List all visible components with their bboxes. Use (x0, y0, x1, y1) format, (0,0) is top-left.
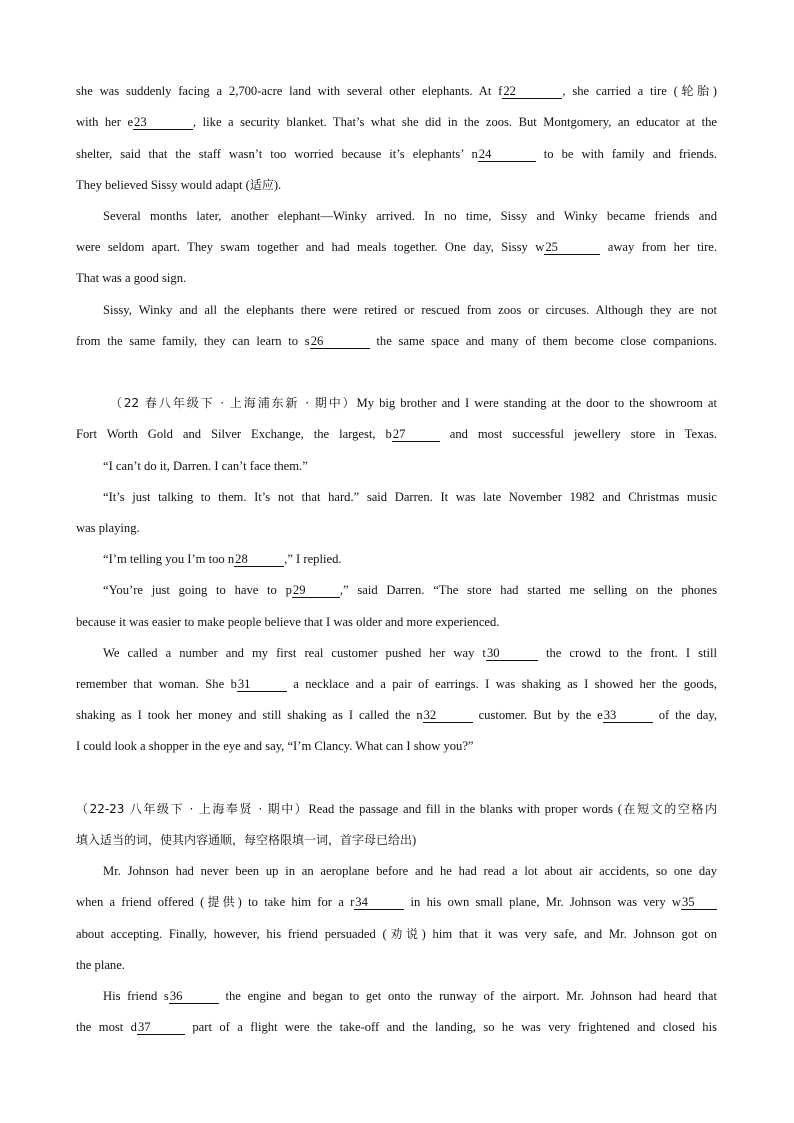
text-line: from the same family, they can learn to s26 the same space and many of them become close companions. (76, 334, 717, 348)
text-line: I could look a shopper in the eye and say, “I’m Clancy. What can I show you?” (76, 739, 474, 753)
answer-blank: 32 (423, 708, 473, 723)
answer-blank: 30 (486, 646, 538, 661)
answer-blank: 25 (544, 240, 600, 255)
text-line: “You’re just going to have to p29 ,” said Darren. “The store had started me selling on the phones (103, 583, 718, 597)
answer-blank: 35 (681, 895, 717, 910)
answer-blank: 33 (603, 708, 653, 723)
text-line: remember that woman. She b31 a necklace and a pair of earrings. I was shaking as I showed her the goods, (76, 677, 717, 691)
text-line: shaking as I took her money and still shaking as I called the n32 customer. But by the e33 of the day, (76, 708, 717, 722)
answer-blank: 37 (137, 1020, 185, 1035)
text-line: Sissy, Winky and all the elephants there were retired or rescued from zoos or circuses. Although they are not (103, 303, 717, 317)
text-line: about accepting. Finally, however, his friend persuaded (劝说) him that it was very safe, and Mr. Johnson got on (76, 927, 717, 941)
text-line: when a friend offered (提供) to take him for a r34 in his own small plane, Mr. Johnson was very w35 (76, 894, 717, 910)
answer-blank: 24 (478, 147, 536, 162)
text-line: were seldom apart. They swam together and had meals together. One day, Sissy w25 away from her tire. (76, 240, 717, 254)
text-line: Fort Worth Gold and Silver Exchange, the largest, b27 and most successful jewellery store in Texas. (76, 427, 718, 441)
text-line: We called a number and my first real customer pushed her way t30 the crowd to the front. I still (103, 646, 717, 660)
text-line: They believed Sissy would adapt (适应). (76, 178, 282, 192)
answer-blank: 22 (502, 84, 562, 99)
text-line: with her e23 , like a security blanket. That’s what she did in the zoos. But Montgomery, an educator at the (76, 115, 717, 129)
text-line: “I can’t do it, Darren. I can’t face them.” (103, 459, 308, 473)
text-line: “I’m telling you I’m too n28 ,” I replied. (103, 552, 342, 566)
answer-blank: 28 (234, 552, 284, 567)
text-line: That was a good sign. (76, 271, 187, 285)
passage-header: （22-23 八年级下 · 上海奉贤 · 期中）Read the passage and fill in the blanks with proper words (在短文的空格内 (76, 802, 717, 816)
answer-blank: 31 (237, 677, 287, 692)
answer-blank: 23 (133, 115, 193, 130)
text-line: 填入适当的词，使其内容通顺，每空格限填一词，首字母已给出) (76, 833, 417, 847)
passage-header: （22 春八年级下 · 上海浦东新 · 期中）My big brother and I were standing at the door to the showroom at (110, 396, 717, 410)
text-line: shelter, said that the staff wasn’t too worried because it’s elephants’ n24 to be with family and friends. (76, 147, 717, 161)
text-line: was playing. (76, 521, 140, 535)
text-line: because it was easier to make people believe that I was older and more experienced. (76, 615, 500, 629)
answer-blank: 26 (310, 334, 370, 349)
text-line: Mr. Johnson had never been up in an aeroplane before and he had read a lot about air accidents, so one day (103, 864, 717, 878)
text-line: “It’s just talking to them. It’s not that hard.” said Darren. It was late November 1982 and Christmas music (103, 490, 717, 504)
text-line: Several months later, another elephant—Winky arrived. In no time, Sissy and Winky became friends and (103, 209, 717, 223)
text-line: the plane. (76, 958, 125, 972)
text-line: the most d37 part of a flight were the take-off and the landing, so he was very frightened and closed his (76, 1020, 717, 1034)
answer-blank: 29 (292, 583, 340, 598)
text-line: she was suddenly facing a 2,700-acre land with several other elephants. At f22 , she carried a tire (轮胎) (76, 84, 717, 98)
answer-blank: 34 (354, 895, 404, 910)
answer-blank: 27 (392, 427, 440, 442)
answer-blank: 36 (169, 989, 219, 1004)
text-line: His friend s36 the engine and began to get onto the runway of the airport. Mr. Johnson had heard that (103, 989, 718, 1003)
